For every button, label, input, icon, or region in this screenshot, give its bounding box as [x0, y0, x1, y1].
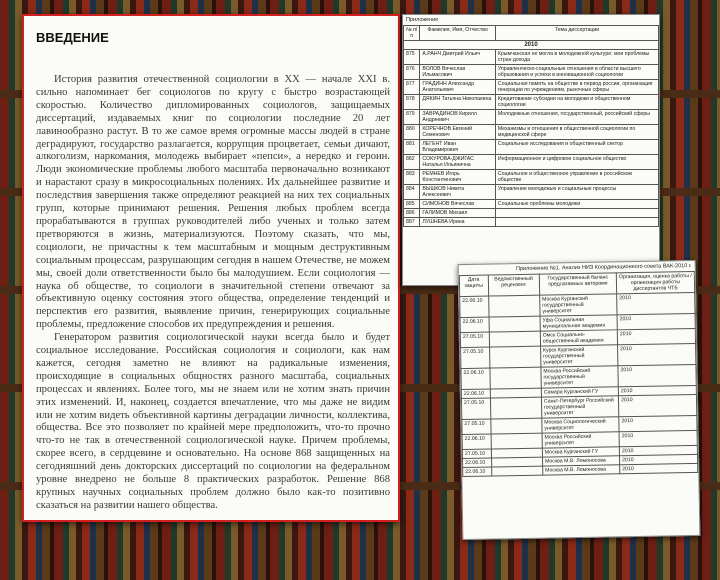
defense-date: 22.06.10: [460, 317, 489, 332]
author-name: КОРЕЧНОВ Евгений Семенович: [420, 125, 495, 140]
defense-date: 27.05.10: [461, 398, 490, 419]
table-row: [404, 218, 659, 227]
organization: Москва М.В. Ломоносова: [543, 465, 620, 475]
column-header: Государственный баланс предлагаемых авторами: [539, 273, 617, 295]
row-number: 878: [404, 95, 420, 110]
defense-table: [459, 271, 698, 477]
organization: Москва Российский государственный университет: [541, 366, 619, 388]
row-number: 875: [404, 50, 420, 65]
dissertation-topic: Молодежные отношения, государственный, российский сферы: [495, 110, 658, 125]
defense-date: 27.05.10: [462, 419, 491, 434]
row-number: 883: [404, 170, 420, 185]
page-title: ВВЕДЕНИЕ: [36, 30, 109, 45]
author-name: ВЫШКОВ Никита Алексеевич: [420, 185, 495, 200]
row-number: 876: [404, 65, 420, 80]
table-row: [404, 50, 659, 65]
year: 2010: [620, 463, 698, 473]
organization: Курск Курганский государственный университет: [540, 345, 618, 367]
table-row: [404, 125, 659, 140]
reviewer: [490, 397, 542, 419]
year: 2010: [619, 430, 697, 446]
reviewer: [490, 418, 542, 434]
column-header: Дата защиты: [459, 275, 488, 296]
author-name: РЕМНЕВ Игорь Константинович: [420, 170, 495, 185]
introduction-text: [36, 74, 390, 513]
row-number: 882: [404, 155, 420, 170]
organization: Москва Курганский ГУ: [542, 447, 619, 457]
dissertation-topic: Социальная память на обществе в период россии, организация генерации по учреждениям, рыночные сферы: [495, 80, 658, 95]
dissertation-topic: Крымчанская не могла в молодежной культуре: мои проблемы стран дохода: [495, 50, 658, 65]
defense-date: 27.05.10: [461, 347, 490, 368]
column-header: Тема диссертации: [495, 26, 658, 41]
row-number: 885: [404, 200, 420, 209]
table-row: [404, 170, 659, 185]
reviewer: [491, 466, 543, 476]
appendix-table-page: [402, 14, 660, 286]
year: 2010: [617, 328, 695, 344]
reviewer: [489, 316, 541, 332]
column-header: Организация, оценка работы / организация работы диссертантов ЧТБ: [616, 271, 694, 293]
organization: Москва Социологический университет: [542, 417, 619, 433]
author-name: А.РАНЧ Дмитрий Ильич: [420, 50, 495, 65]
column-header: Фамилия, Имя, Отчество: [420, 26, 495, 41]
year: 2010: [618, 385, 696, 395]
row-number: 879: [404, 110, 420, 125]
author-name: ЛУШНЕВА Ирина: [420, 218, 495, 227]
author-name: ЛЕГЕНТ Иван Владимирович: [420, 140, 495, 155]
introduction-page: [22, 14, 400, 522]
organization: Уфа Социальная муниципальная академия: [540, 315, 617, 331]
year: 2010: [619, 445, 697, 455]
organization: Москва Российский университет: [542, 432, 619, 448]
appendix-caption: Приложение: [406, 17, 439, 23]
year: 2010: [618, 394, 696, 416]
reviewer: [489, 346, 541, 368]
row-number: 881: [404, 140, 420, 155]
defense-date: 22.06.10: [463, 458, 492, 467]
year: 2010: [619, 415, 697, 431]
year: 2010: [618, 364, 696, 386]
defense-date: 22.06.10: [463, 467, 492, 476]
reviewer: [491, 433, 543, 449]
year: 2010: [617, 292, 695, 314]
dissertation-topic: [495, 218, 658, 227]
author-name: ГАЛИМОВ Михаил: [420, 209, 495, 218]
dissertation-topic: Социальные проблемы молодежи: [495, 200, 658, 209]
table-row: [404, 140, 659, 155]
year: 2010: [617, 313, 695, 329]
column-header: Ведомственный рецензент: [488, 274, 540, 296]
organization: Москва М.В. Ломоносова: [542, 456, 619, 466]
table-row: [404, 200, 659, 209]
year-row: 2010: [404, 41, 659, 50]
organization: Москва Курганский государственный университет: [540, 294, 618, 316]
year: 2010: [620, 454, 698, 464]
dissertation-topic: [495, 209, 658, 218]
table-row: [404, 95, 659, 110]
row-number: 880: [404, 125, 420, 140]
appendix-2-caption: Приложение №1. Анализ НИЗ Координационного совета ВАК-2010 г.: [515, 263, 692, 273]
dissertation-topic: Управление молодежью и социальные процессы: [495, 185, 658, 200]
dissertation-topic: Информационное и цифровое социальное общество: [495, 155, 658, 170]
reviewer: [489, 331, 541, 347]
dissertation-topic: Социальное и общественное управление в российском обществе: [495, 170, 658, 185]
dissertation-topic: Кредитование субсидии на молодежи и общественном социологии: [495, 95, 658, 110]
defense-date: 22.06.10: [460, 296, 489, 317]
year: 2010: [618, 343, 696, 365]
defense-date: 27.05.10: [462, 449, 491, 458]
author-name: ГРАДИНН Александр Анатольевич: [420, 80, 495, 95]
author-name: ЗАВРАДИНОВ Кирилл Андреевич: [420, 110, 495, 125]
table-row: [404, 209, 659, 218]
row-number: 877: [404, 80, 420, 95]
paragraph: История развития отечественной социологии в XX — начале XXI в. сильно напоминает бег социологов по кругу с быстро возрастающей скоростью. Количество дипломированных социологов, защищаемых диссертаций, издаваемых книг по социологии последние 20 лет лавинообразно растут. В то же самое время огромные массы людей в стране деградируют, государство разлагается, коррупция процветает, семьи дичают, алкоголизм, наркомания, молодежь выбирает «пепси», а нередко и героин. Люди экономические проблемы любого масштаба первоначально возникают и нарастают сразу в микросоциальных полениях. Их дальнейшее развитие и последствия завершения также определяют реакцией на них тех социальных групп, которые принимают решения. Решения любых проблем всегда прорабатываются в группах руководителей либо ученых и только затем претворяются в жизнь, материализуются. Поэтому сказать, что мы, социологи, не причастны к тем масштабным и мощным деструктивным социальным процессам, разрушающим сегодня в нашем Отечестве, не можем мы, своей доли ответственности было бы малодушием. Если социология — наука об обществе, то социологи в значительной степени отвечают за объективную оценку состояния этого общества, определение тенденций и перспектив его развития, выявление причин, генерирующих социальные проблемы, предложение способов их предупреждения и решения.: [36, 74, 390, 331]
paragraph: Генератором развития социологической науки всегда было и будет социальное исследование. Российская социология и социологи, как нам кажется, сегодня заметно не влияют на радикальные изменения, происходящие в социальных общностях разного масштаба, социальных процессах и явлениях. Более того, мы не знаем или не хотим знать причин этих изменений. И, наконец, создается впечатление, что мы даже не видим или не хотим видеть объективной картины деградации личности, коллектива, общества. Все это позволяет по крайней мере предположить, что-то прочно что-то не так в отечественной социологической науке. Причем проблемы, скорее всего, в сердцевине и основательно. На основе 868 защищенных на сегодняшний день докторских диссертаций по социологии на федеральном уровне внедрено не больше 8 практических разработок. Решение 868 крупных научных социальных проблем должно было как-то позитивно сказаться на развитии нашего общества.: [36, 332, 390, 511]
reviewer: [488, 295, 540, 317]
organization: Санкт-Петербург Российский государственный университет: [541, 396, 619, 418]
table-row: [404, 110, 659, 125]
dissertation-topic: Управленческо-социальные отношения в области высшего образования и успехи в инновационной социологии: [495, 65, 658, 80]
author-name: СИМОНОВ Вячеслав: [420, 200, 495, 209]
row-number: 886: [404, 209, 420, 218]
organization: Омск Социально-общественный академии: [540, 330, 617, 346]
author-name: ДЯКИН Татьяна Николаевна: [420, 95, 495, 110]
table-row: [404, 80, 659, 95]
column-header: № п/п: [404, 26, 420, 41]
defense-date: 27.05.10: [460, 332, 489, 347]
table-row: [404, 65, 659, 80]
defense-date: 22.06.10: [461, 368, 490, 389]
table-row: [404, 155, 659, 170]
row-number: 887: [404, 218, 420, 227]
appendix-2-page: [458, 260, 701, 540]
row-number: 884: [404, 185, 420, 200]
table-row: [404, 185, 659, 200]
dissertation-topic: Социальные исследования и общественный сектор: [495, 140, 658, 155]
author-name: ВОЛОВ Вячеслав Ильмасович: [420, 65, 495, 80]
reviewer: [489, 367, 541, 389]
dissertation-table: [403, 25, 659, 227]
defense-date: 22.06.10: [461, 389, 490, 398]
table-header-row: [404, 26, 659, 41]
dissertation-topic: Механизмы и отношения в общественной социологии по медицинской сфере: [495, 125, 658, 140]
author-name: СОКУРОВА-ДЖИГАС Наталья Ильинична: [420, 155, 495, 170]
defense-date: 22.06.10: [462, 434, 491, 449]
organization: Самара Курганский ГУ: [541, 387, 618, 397]
